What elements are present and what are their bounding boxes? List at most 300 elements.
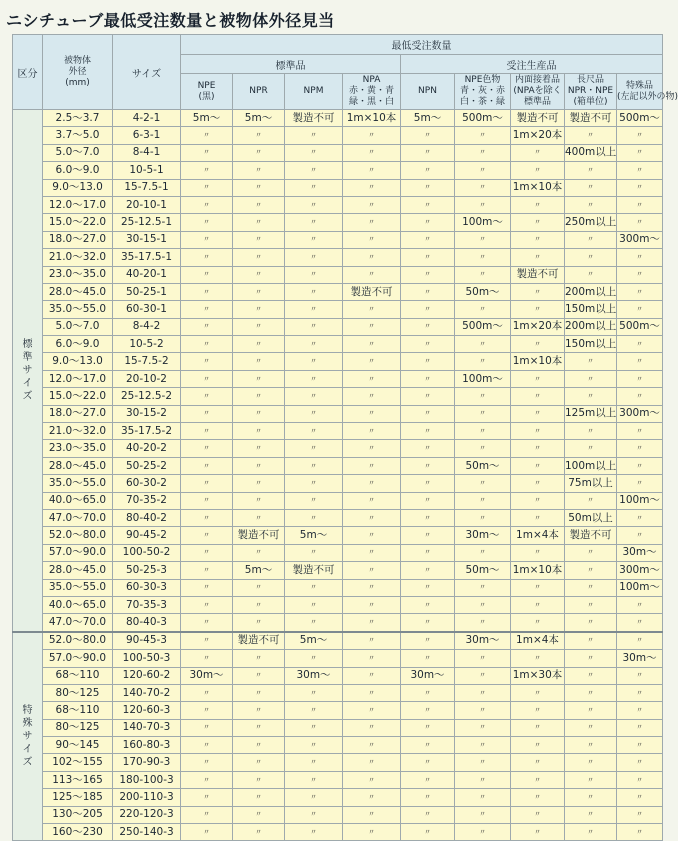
cell-inner-adhesive: 1m×20本 xyxy=(511,318,565,335)
cell-special: 300m〜 xyxy=(617,562,663,579)
cell-special: 〃 xyxy=(617,353,663,370)
cell-npe-black: 〃 xyxy=(181,266,233,283)
cell-long-length: 150m以上 xyxy=(565,301,617,318)
cell-special: 500m〜 xyxy=(617,110,663,127)
cell-npn: 〃 xyxy=(401,771,455,788)
cell-special: 300m〜 xyxy=(617,231,663,248)
cell-diameter-range: 28.0〜45.0 xyxy=(43,457,113,474)
cell-npr: 〃 xyxy=(233,771,285,788)
cell-special: 〃 xyxy=(617,806,663,823)
cell-npn: 〃 xyxy=(401,440,455,457)
cell-long-length: 〃 xyxy=(565,754,617,771)
cell-npe-black: 〃 xyxy=(181,492,233,509)
cell-diameter-range: 57.0〜90.0 xyxy=(43,544,113,561)
cell-npm: 〃 xyxy=(285,475,343,492)
cell-npe-colored: 〃 xyxy=(455,789,511,806)
col-header-npr: NPR xyxy=(233,74,285,110)
cell-special: 〃 xyxy=(617,632,663,650)
cell-inner-adhesive: 1m×30本 xyxy=(511,667,565,684)
cell-npa-colors: 〃 xyxy=(343,440,401,457)
cell-npm: 〃 xyxy=(285,301,343,318)
cell-npe-colored: 〃 xyxy=(455,179,511,196)
cell-npe-colored: 〃 xyxy=(455,423,511,440)
cell-npa-colors: 〃 xyxy=(343,771,401,788)
cell-npn: 〃 xyxy=(401,650,455,667)
cell-diameter-range: 28.0〜45.0 xyxy=(43,562,113,579)
cell-npa-colors: 〃 xyxy=(343,492,401,509)
cell-npn: 〃 xyxy=(401,719,455,736)
cell-npe-colored: 〃 xyxy=(455,771,511,788)
cell-npm: 〃 xyxy=(285,614,343,632)
cell-npe-black: 〃 xyxy=(181,214,233,231)
cell-diameter-range: 21.0〜32.0 xyxy=(43,249,113,266)
cell-size: 20-10-2 xyxy=(113,370,181,387)
cell-npe-black: 〃 xyxy=(181,162,233,179)
cell-npe-black: 〃 xyxy=(181,579,233,596)
cell-size: 15-7.5-1 xyxy=(113,179,181,196)
table-row xyxy=(13,632,663,650)
cell-npa-colors: 〃 xyxy=(343,249,401,266)
cell-size: 200-110-3 xyxy=(113,789,181,806)
cell-npm: 〃 xyxy=(285,771,343,788)
table-row xyxy=(13,754,663,771)
cell-npa-colors: 〃 xyxy=(343,179,401,196)
cell-npr: 〃 xyxy=(233,214,285,231)
cell-size: 4-2-1 xyxy=(113,110,181,127)
cell-npe-colored: 〃 xyxy=(455,162,511,179)
table-row xyxy=(13,231,663,248)
cell-npn: 〃 xyxy=(401,196,455,213)
cell-npr: 5m〜 xyxy=(233,562,285,579)
cell-npe-colored: 〃 xyxy=(455,719,511,736)
table-row xyxy=(13,318,663,335)
cell-long-length: 〃 xyxy=(565,824,617,841)
cell-inner-adhesive: 〃 xyxy=(511,702,565,719)
cell-size: 60-30-3 xyxy=(113,579,181,596)
cell-long-length: 製造不可 xyxy=(565,110,617,127)
table-row xyxy=(13,266,663,283)
table-row xyxy=(13,179,663,196)
cell-npa-colors: 〃 xyxy=(343,632,401,650)
cell-long-length: 〃 xyxy=(565,196,617,213)
cell-npe-colored: 〃 xyxy=(455,596,511,613)
cell-special: 〃 xyxy=(617,440,663,457)
cell-npr: 5m〜 xyxy=(233,110,285,127)
cell-long-length: 100m以上 xyxy=(565,457,617,474)
cell-inner-adhesive: 〃 xyxy=(511,196,565,213)
cell-npm: 〃 xyxy=(285,684,343,701)
cell-npe-black: 〃 xyxy=(181,457,233,474)
cell-npa-colors: 〃 xyxy=(343,596,401,613)
cell-special: 〃 xyxy=(617,527,663,544)
cell-npr: 〃 xyxy=(233,579,285,596)
cell-npm: 製造不可 xyxy=(285,110,343,127)
cell-npm: 〃 xyxy=(285,544,343,561)
cell-long-length: 〃 xyxy=(565,544,617,561)
cell-long-length: 200m以上 xyxy=(565,318,617,335)
cell-npe-colored: 〃 xyxy=(455,231,511,248)
cell-npr: 〃 xyxy=(233,457,285,474)
cell-npn: 〃 xyxy=(401,301,455,318)
table-row xyxy=(13,110,663,127)
cell-npm: 〃 xyxy=(285,737,343,754)
cell-npe-colored: 100m〜 xyxy=(455,214,511,231)
cell-inner-adhesive: 〃 xyxy=(511,249,565,266)
cell-npe-colored: 500m〜 xyxy=(455,318,511,335)
cell-npa-colors: 1m×10本 xyxy=(343,110,401,127)
cell-npe-colored: 〃 xyxy=(455,824,511,841)
cell-npe-black: 〃 xyxy=(181,544,233,561)
cell-npa-colors: 〃 xyxy=(343,544,401,561)
cell-npe-colored: 30m〜 xyxy=(455,632,511,650)
cell-npe-black: 〃 xyxy=(181,527,233,544)
cell-inner-adhesive: 〃 xyxy=(511,440,565,457)
cell-npr: 〃 xyxy=(233,336,285,353)
table-row xyxy=(13,214,663,231)
cell-npe-black: 〃 xyxy=(181,509,233,526)
cell-special: 100m〜 xyxy=(617,492,663,509)
table-row xyxy=(13,440,663,457)
cell-long-length: 〃 xyxy=(565,370,617,387)
cell-npe-colored: 100m〜 xyxy=(455,370,511,387)
cell-npe-black: 〃 xyxy=(181,318,233,335)
cell-npm: 〃 xyxy=(285,579,343,596)
cell-size: 70-35-2 xyxy=(113,492,181,509)
cell-npe-colored: 〃 xyxy=(455,475,511,492)
cell-npe-black: 〃 xyxy=(181,806,233,823)
cell-npm: 〃 xyxy=(285,336,343,353)
cell-npm: 〃 xyxy=(285,249,343,266)
cell-npe-colored: 〃 xyxy=(455,684,511,701)
cell-npr: 〃 xyxy=(233,650,285,667)
cell-npr: 〃 xyxy=(233,702,285,719)
cell-diameter-range: 12.0〜17.0 xyxy=(43,196,113,213)
table-row xyxy=(13,737,663,754)
cell-diameter-range: 12.0〜17.0 xyxy=(43,370,113,387)
table-row xyxy=(13,579,663,596)
cell-npe-black: 〃 xyxy=(181,684,233,701)
cell-npe-black: 〃 xyxy=(181,614,233,632)
cell-npe-black: 〃 xyxy=(181,737,233,754)
cell-special: 〃 xyxy=(617,196,663,213)
cell-npe-black: 30m〜 xyxy=(181,667,233,684)
cell-inner-adhesive: 〃 xyxy=(511,283,565,300)
cell-diameter-range: 21.0〜32.0 xyxy=(43,423,113,440)
cell-npr: 〃 xyxy=(233,405,285,422)
cell-inner-adhesive: 〃 xyxy=(511,824,565,841)
cell-npe-colored: 〃 xyxy=(455,579,511,596)
col-header-long-length: 長尺品 NPR・NPE (箱単位) xyxy=(565,74,617,110)
cell-special: 〃 xyxy=(617,388,663,405)
cell-npa-colors: 〃 xyxy=(343,789,401,806)
cell-long-length: 〃 xyxy=(565,719,617,736)
cell-npa-colors: 〃 xyxy=(343,702,401,719)
cell-diameter-range: 9.0〜13.0 xyxy=(43,179,113,196)
cell-diameter-range: 18.0〜27.0 xyxy=(43,405,113,422)
cell-special: 〃 xyxy=(617,824,663,841)
cell-npr: 〃 xyxy=(233,179,285,196)
cell-npr: 〃 xyxy=(233,162,285,179)
cell-special: 30m〜 xyxy=(617,544,663,561)
cell-size: 6-3-1 xyxy=(113,127,181,144)
cell-diameter-range: 68〜110 xyxy=(43,702,113,719)
cell-inner-adhesive: 〃 xyxy=(511,509,565,526)
cell-size: 250-140-3 xyxy=(113,824,181,841)
cell-npn: 〃 xyxy=(401,249,455,266)
cell-special: 30m〜 xyxy=(617,650,663,667)
cell-npn: 〃 xyxy=(401,824,455,841)
cell-size: 10-5-2 xyxy=(113,336,181,353)
cell-diameter-range: 6.0〜9.0 xyxy=(43,336,113,353)
cell-long-length: 〃 xyxy=(565,806,617,823)
cell-npa-colors: 〃 xyxy=(343,614,401,632)
cell-npa-colors: 〃 xyxy=(343,231,401,248)
cell-npe-black: 〃 xyxy=(181,632,233,650)
cell-long-length: 400m以上 xyxy=(565,144,617,161)
cell-npn: 〃 xyxy=(401,283,455,300)
cell-npe-colored: 〃 xyxy=(455,127,511,144)
cell-diameter-range: 9.0〜13.0 xyxy=(43,353,113,370)
cell-npr: 〃 xyxy=(233,789,285,806)
cell-npe-black: 〃 xyxy=(181,754,233,771)
cell-diameter-range: 160〜230 xyxy=(43,824,113,841)
cell-npa-colors: 〃 xyxy=(343,667,401,684)
cell-long-length: 〃 xyxy=(565,579,617,596)
cell-npa-colors: 〃 xyxy=(343,562,401,579)
table-row xyxy=(13,806,663,823)
cell-special: 〃 xyxy=(617,737,663,754)
table-row xyxy=(13,196,663,213)
cell-npn: 〃 xyxy=(401,492,455,509)
cell-npn: 〃 xyxy=(401,266,455,283)
cell-npr: 〃 xyxy=(233,318,285,335)
cell-npn: 〃 xyxy=(401,388,455,405)
cell-npm: 〃 xyxy=(285,318,343,335)
cell-npe-colored: 〃 xyxy=(455,353,511,370)
cell-npm: 〃 xyxy=(285,283,343,300)
cell-size: 140-70-2 xyxy=(113,684,181,701)
cell-npe-black: 〃 xyxy=(181,440,233,457)
table-row xyxy=(13,719,663,736)
cell-npr: 〃 xyxy=(233,596,285,613)
cell-size: 100-50-2 xyxy=(113,544,181,561)
cell-special: 〃 xyxy=(617,127,663,144)
cell-size: 40-20-2 xyxy=(113,440,181,457)
cell-npa-colors: 〃 xyxy=(343,405,401,422)
cell-npm: 〃 xyxy=(285,231,343,248)
cell-npa-colors: 〃 xyxy=(343,423,401,440)
cell-size: 70-35-3 xyxy=(113,596,181,613)
cell-diameter-range: 80〜125 xyxy=(43,719,113,736)
cell-npa-colors: 〃 xyxy=(343,370,401,387)
cell-long-length: 〃 xyxy=(565,266,617,283)
cell-npa-colors: 〃 xyxy=(343,162,401,179)
cell-long-length: 200m以上 xyxy=(565,283,617,300)
cell-npe-colored: 〃 xyxy=(455,754,511,771)
table-row xyxy=(13,771,663,788)
cell-long-length: 125m以上 xyxy=(565,405,617,422)
cell-npe-black: 〃 xyxy=(181,824,233,841)
cell-long-length: 250m以上 xyxy=(565,214,617,231)
cell-npe-black: 〃 xyxy=(181,196,233,213)
cell-diameter-range: 80〜125 xyxy=(43,684,113,701)
cell-size: 80-40-2 xyxy=(113,509,181,526)
cell-inner-adhesive: 〃 xyxy=(511,806,565,823)
cell-size: 100-50-3 xyxy=(113,650,181,667)
cell-special: 〃 xyxy=(617,702,663,719)
cell-special: 〃 xyxy=(617,475,663,492)
cell-npe-colored: 50m〜 xyxy=(455,283,511,300)
col-header-special: 特殊品 (左記以外の物) xyxy=(617,74,663,110)
header-custom-production: 受注生産品 xyxy=(401,55,663,74)
cell-npn: 〃 xyxy=(401,684,455,701)
table-row xyxy=(13,388,663,405)
cell-npm: 〃 xyxy=(285,196,343,213)
cell-special: 100m〜 xyxy=(617,579,663,596)
table-row xyxy=(13,405,663,422)
cell-npe-colored: 〃 xyxy=(455,440,511,457)
cell-diameter-range: 40.0〜65.0 xyxy=(43,492,113,509)
cell-inner-adhesive: 〃 xyxy=(511,789,565,806)
table-row xyxy=(13,370,663,387)
cell-special: 〃 xyxy=(617,596,663,613)
cell-size: 140-70-3 xyxy=(113,719,181,736)
cell-npn: 〃 xyxy=(401,144,455,161)
cell-diameter-range: 23.0〜35.0 xyxy=(43,266,113,283)
cell-inner-adhesive: 製造不可 xyxy=(511,266,565,283)
cell-npm: 〃 xyxy=(285,596,343,613)
cell-npr: 〃 xyxy=(233,684,285,701)
cell-inner-adhesive: 〃 xyxy=(511,457,565,474)
cell-size: 80-40-3 xyxy=(113,614,181,632)
cell-size: 8-4-2 xyxy=(113,318,181,335)
table-row xyxy=(13,144,663,161)
cell-npr: 製造不可 xyxy=(233,527,285,544)
cell-npe-colored: 〃 xyxy=(455,667,511,684)
cell-special: 〃 xyxy=(617,771,663,788)
cell-size: 180-100-3 xyxy=(113,771,181,788)
col-header-npe-black: NPE (黒) xyxy=(181,74,233,110)
cell-inner-adhesive: 〃 xyxy=(511,162,565,179)
cell-inner-adhesive: 〃 xyxy=(511,737,565,754)
cell-diameter-range: 47.0〜70.0 xyxy=(43,509,113,526)
cell-npe-black: 〃 xyxy=(181,789,233,806)
cell-diameter-range: 52.0〜80.0 xyxy=(43,527,113,544)
table-row xyxy=(13,527,663,544)
cell-npe-black: 〃 xyxy=(181,301,233,318)
table-row xyxy=(13,162,663,179)
cell-npe-black: 〃 xyxy=(181,702,233,719)
cell-npe-black: 〃 xyxy=(181,231,233,248)
cell-npm: 〃 xyxy=(285,266,343,283)
cell-npe-colored: 30m〜 xyxy=(455,527,511,544)
cell-npn: 〃 xyxy=(401,789,455,806)
cell-npn: 〃 xyxy=(401,179,455,196)
cell-npe-colored: 〃 xyxy=(455,492,511,509)
cell-diameter-range: 125〜185 xyxy=(43,789,113,806)
cell-npm: 〃 xyxy=(285,179,343,196)
cell-npe-colored: 〃 xyxy=(455,301,511,318)
cell-inner-adhesive: 1m×20本 xyxy=(511,127,565,144)
cell-diameter-range: 102〜155 xyxy=(43,754,113,771)
cell-size: 160-80-3 xyxy=(113,737,181,754)
cell-long-length: 50m以上 xyxy=(565,509,617,526)
cell-npe-black: 〃 xyxy=(181,370,233,387)
cell-npm: 〃 xyxy=(285,789,343,806)
cell-npa-colors: 〃 xyxy=(343,336,401,353)
cell-npn: 〃 xyxy=(401,405,455,422)
cell-npe-colored: 〃 xyxy=(455,196,511,213)
cell-size: 35-17.5-2 xyxy=(113,423,181,440)
cell-npe-colored: 〃 xyxy=(455,249,511,266)
cell-size: 60-30-2 xyxy=(113,475,181,492)
cell-long-length: 〃 xyxy=(565,667,617,684)
cell-long-length: 〃 xyxy=(565,614,617,632)
cell-npa-colors: 〃 xyxy=(343,196,401,213)
cell-npr: 〃 xyxy=(233,266,285,283)
cell-long-length: 〃 xyxy=(565,684,617,701)
cell-inner-adhesive: 〃 xyxy=(511,388,565,405)
cell-inner-adhesive: 〃 xyxy=(511,370,565,387)
cell-diameter-range: 28.0〜45.0 xyxy=(43,283,113,300)
table-row xyxy=(13,684,663,701)
cell-long-length: 〃 xyxy=(565,127,617,144)
cell-npa-colors: 〃 xyxy=(343,719,401,736)
table-row xyxy=(13,702,663,719)
cell-long-length: 〃 xyxy=(565,353,617,370)
order-quantity-table-container xyxy=(12,34,678,841)
cell-inner-adhesive: 〃 xyxy=(511,423,565,440)
cell-inner-adhesive: 1m×4本 xyxy=(511,632,565,650)
cell-npe-colored: 〃 xyxy=(455,702,511,719)
cell-npe-black: 〃 xyxy=(181,388,233,405)
cell-npn: 〃 xyxy=(401,214,455,231)
cell-size: 8-4-1 xyxy=(113,144,181,161)
cell-special: 〃 xyxy=(617,667,663,684)
cell-npr: 〃 xyxy=(233,196,285,213)
cell-long-length: 〃 xyxy=(565,771,617,788)
cell-npr: 〃 xyxy=(233,614,285,632)
col-header-npe-colored: NPE色物 青・灰・赤 白・茶・緑 xyxy=(455,74,511,110)
cell-special: 〃 xyxy=(617,144,663,161)
cell-long-length: 〃 xyxy=(565,162,617,179)
cell-npr: 〃 xyxy=(233,388,285,405)
cell-special: 〃 xyxy=(617,162,663,179)
cell-npn: 〃 xyxy=(401,231,455,248)
cell-npa-colors: 〃 xyxy=(343,754,401,771)
cell-npe-black: 〃 xyxy=(181,405,233,422)
cell-npm: 〃 xyxy=(285,162,343,179)
cell-npm: 〃 xyxy=(285,806,343,823)
cell-npe-black: 〃 xyxy=(181,650,233,667)
cell-npm: 5m〜 xyxy=(285,527,343,544)
table-row xyxy=(13,283,663,300)
cell-diameter-range: 40.0〜65.0 xyxy=(43,596,113,613)
cell-npn: 〃 xyxy=(401,457,455,474)
cell-long-length: 〃 xyxy=(565,179,617,196)
cell-npr: 〃 xyxy=(233,127,285,144)
cell-diameter-range: 2.5〜3.7 xyxy=(43,110,113,127)
cell-special: 〃 xyxy=(617,719,663,736)
cell-diameter-range: 68〜110 xyxy=(43,667,113,684)
cell-npn: 〃 xyxy=(401,475,455,492)
cell-diameter-range: 130〜205 xyxy=(43,806,113,823)
cell-npe-colored: 〃 xyxy=(455,544,511,561)
cell-npn: 〃 xyxy=(401,318,455,335)
cell-npa-colors: 〃 xyxy=(343,579,401,596)
cell-npe-colored: 〃 xyxy=(455,388,511,405)
cell-npr: 〃 xyxy=(233,509,285,526)
